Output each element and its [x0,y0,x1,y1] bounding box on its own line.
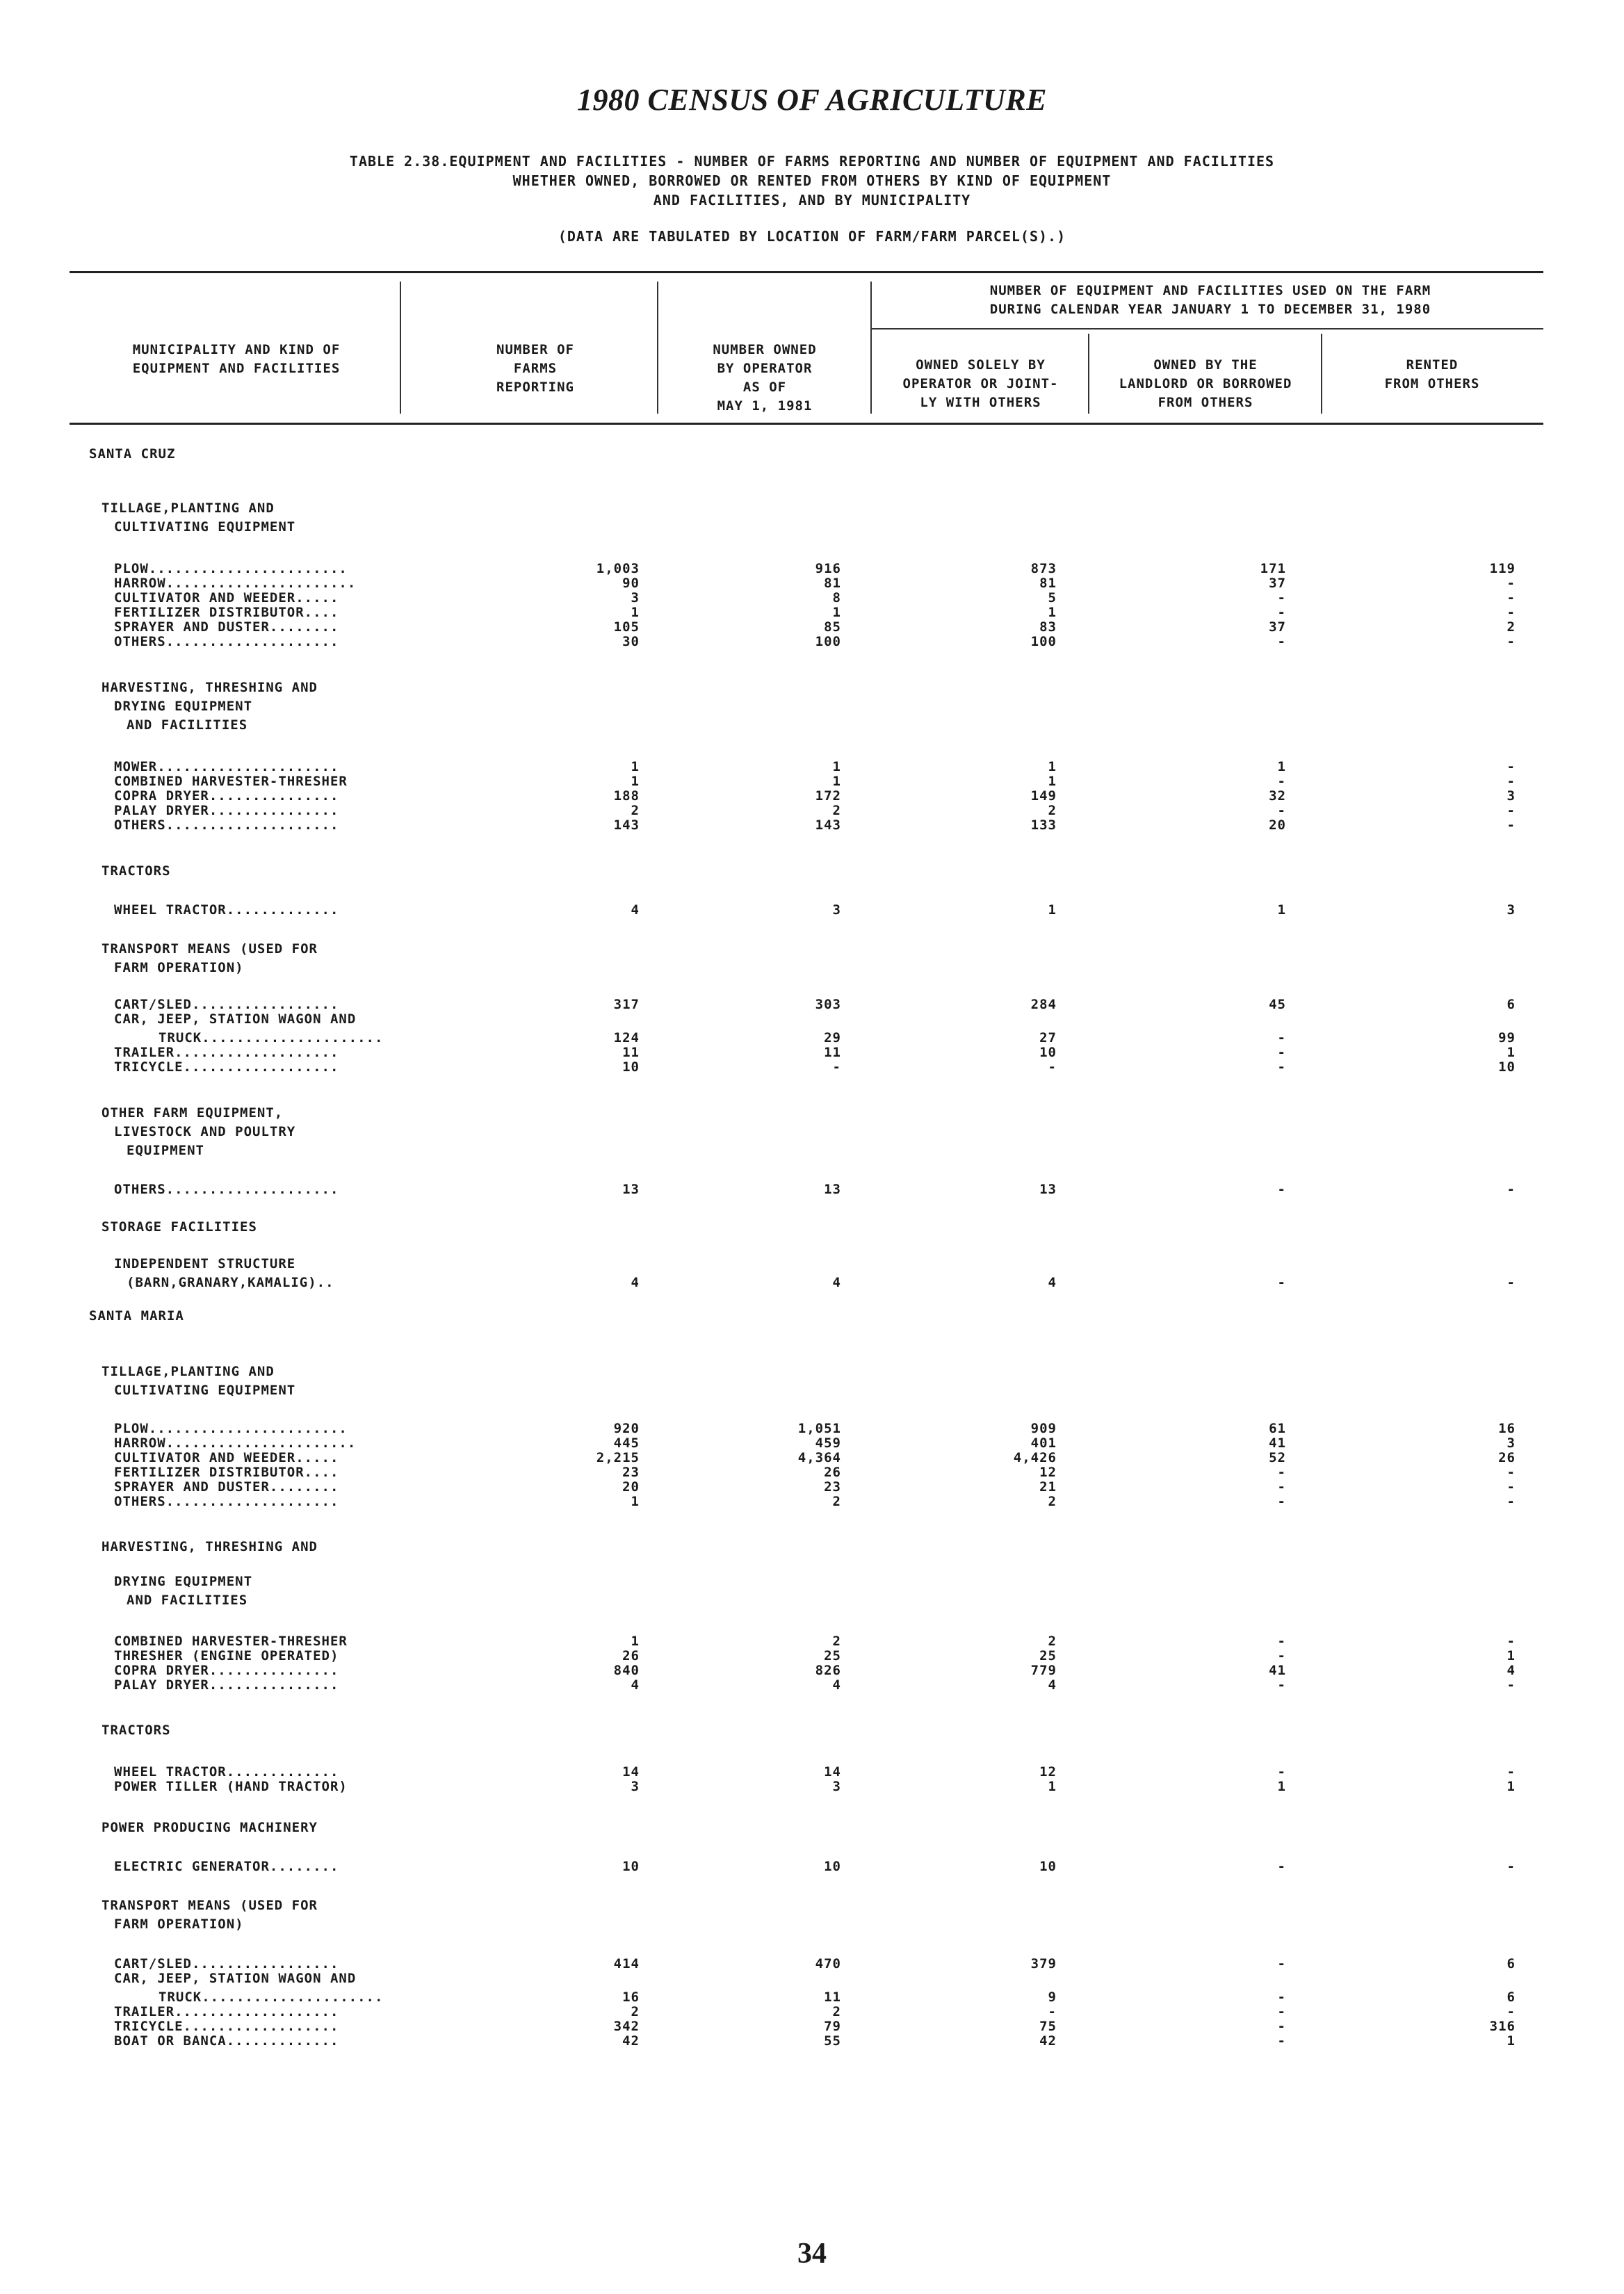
category-heading [0,862,1624,881]
category-heading [0,1591,1624,1610]
row-value: 124 [613,1030,640,1046]
row-value: 3 [1507,788,1516,804]
row-value: 41 [1269,1435,1286,1451]
row-value: 1 [1048,605,1057,620]
row-value: 445 [613,1435,640,1451]
row-value: 1 [1507,1648,1516,1663]
row-label: AND FACILITIES [127,1593,248,1608]
category-heading [0,1123,1624,1141]
row-label: WHEEL TRACTOR............. [114,902,339,918]
row-label: EQUIPMENT [127,1143,204,1158]
row-value: 61 [1269,1421,1286,1436]
row-value: 342 [613,2019,640,2034]
row-value: 4 [832,1677,841,1693]
col-header-rented: RENTED FROM OTHERS [1384,357,1480,391]
row-value: 20 [622,1479,640,1495]
category-heading [0,1969,1624,1988]
category-heading [0,1572,1624,1591]
row-label: OTHERS.................... [114,1494,339,1509]
category-heading [0,1362,1624,1381]
row-value: - [1507,1494,1516,1509]
table-row [0,1857,1624,1876]
category-heading [0,1896,1624,1915]
row-value: 2 [631,803,640,818]
row-value: 1,003 [596,561,640,576]
row-value: 42 [622,2033,640,2049]
row-value: - [1507,1182,1516,1197]
row-value: 52 [1269,1450,1286,1465]
row-value: 316 [1489,2019,1516,2034]
row-value: 4 [832,1275,841,1290]
row-value: - [1507,774,1516,789]
row-value: 10 [1498,1059,1516,1075]
row-value: 11 [824,1045,841,1060]
row-value: 909 [1030,1421,1057,1436]
row-label: STORAGE FACILITIES [102,1219,257,1235]
row-label: TRACTORS [102,1723,171,1738]
row-label: CAR, JEEP, STATION WAGON AND [114,1971,357,1986]
row-value: 916 [815,561,841,576]
row-value: 13 [1039,1182,1057,1197]
row-value: 2,215 [596,1450,640,1465]
row-value: 3 [631,590,640,605]
row-label: FARM OPERATION) [114,1917,244,1932]
row-value: 26 [824,1465,841,1480]
row-value: 1 [832,774,841,789]
row-label: HARROW...................... [114,1435,357,1451]
row-label: TRAILER................... [114,2004,339,2019]
row-value: - [1507,1764,1516,1780]
row-value: 99 [1498,1030,1516,1046]
row-value: 1 [631,1494,640,1509]
row-value: - [1277,1030,1286,1046]
row-value: 779 [1030,1663,1057,1678]
row-label: OTHERS.................... [114,1182,339,1197]
row-value: 133 [1030,817,1057,833]
row-value: - [1048,1059,1057,1075]
row-value: 20 [1269,817,1286,833]
category-heading [0,716,1624,735]
row-value: 143 [613,817,640,833]
row-value: - [1277,1465,1286,1480]
row-value: 3 [832,902,841,918]
row-value: - [1507,576,1516,591]
row-value: 1 [631,774,640,789]
table-row [0,1492,1624,1511]
row-value: 14 [622,1764,640,1780]
row-value: - [1277,1634,1286,1649]
municipality-heading [0,445,1624,464]
row-value: - [1277,1764,1286,1780]
row-value: 171 [1260,561,1286,576]
row-value: 85 [824,619,841,635]
table-row [0,816,1624,835]
row-label: ELECTRIC GENERATOR........ [114,1859,339,1874]
category-heading [0,959,1624,977]
row-label: CULTIVATOR AND WEEDER..... [114,590,339,605]
row-value: 10 [824,1859,841,1874]
row-value: - [1507,803,1516,818]
row-label: TILLAGE,PLANTING AND [102,501,275,516]
row-value: 9 [1048,1990,1057,2005]
row-value: 13 [622,1182,640,1197]
row-value: 4,364 [797,1450,841,1465]
row-value: 1 [1048,902,1057,918]
row-value: 2 [1048,1494,1057,1509]
row-label: PALAY DRYER............... [114,1677,339,1693]
row-label: LIVESTOCK AND POULTRY [114,1124,296,1139]
category-heading [0,499,1624,518]
page-number: 34 [797,2238,827,2270]
row-value: 1 [631,1634,640,1649]
category-heading [0,697,1624,716]
row-value: 143 [815,817,841,833]
row-value: 2 [1507,619,1516,635]
row-value: 6 [1507,1990,1516,2005]
category-heading [0,940,1624,959]
row-value: 75 [1039,2019,1057,2034]
row-label: TRAILER................... [114,1045,339,1060]
row-label: HARVESTING, THRESHING AND [102,680,318,695]
row-value: 873 [1030,561,1057,576]
row-value: 29 [824,1030,841,1046]
row-value: 3 [631,1779,640,1794]
row-value: 105 [613,619,640,635]
row-label: COPRA DRYER............... [114,788,339,804]
row-value: 4 [631,902,640,918]
row-value: - [1277,1045,1286,1060]
row-value: 1 [832,605,841,620]
row-value: 2 [832,2004,841,2019]
row-value: 12 [1039,1465,1057,1480]
row-value: 2 [1048,803,1057,818]
row-label: COMBINED HARVESTER-THRESHER [114,774,348,789]
row-value: 1 [1507,2033,1516,2049]
row-label: CULTIVATING EQUIPMENT [114,1383,296,1398]
row-label: DRYING EQUIPMENT [114,1574,253,1589]
row-label: POWER PRODUCING MACHINERY [102,1820,318,1835]
row-label: AND FACILITIES [127,717,248,733]
row-value: - [1277,1677,1286,1693]
row-value: 401 [1030,1435,1057,1451]
row-value: 4 [631,1275,640,1290]
row-value: 1 [1507,1779,1516,1794]
row-label: COMBINED HARVESTER-THRESHER [114,1634,348,1649]
row-label: TRANSPORT MEANS (USED FOR [102,1898,318,1913]
row-value: 2 [832,1634,841,1649]
row-value: 1 [1048,759,1057,774]
row-label: OTHERS.................... [114,634,339,649]
row-value: 119 [1489,561,1516,576]
row-value: - [1277,1059,1286,1075]
row-value: 3 [1507,902,1516,918]
row-label: SPRAYER AND DUSTER........ [114,1479,339,1495]
row-value: 1 [1277,1779,1286,1794]
row-value: 1 [631,759,640,774]
table-row [0,1778,1624,1796]
row-label: CULTIVATING EQUIPMENT [114,519,296,535]
row-value: - [1507,1479,1516,1495]
row-value: 90 [622,576,640,591]
row-value: - [1507,634,1516,649]
row-label: SPRAYER AND DUSTER........ [114,619,339,635]
row-value: 16 [1498,1421,1516,1436]
category-heading [0,1721,1624,1740]
row-label: TRACTORS [102,863,171,879]
municipality-heading [0,1307,1624,1326]
row-value: - [832,1059,841,1075]
row-label: HARROW...................... [114,576,357,591]
row-value: 81 [824,576,841,591]
row-value: 10 [622,1859,640,1874]
row-value: - [1277,605,1286,620]
row-value: - [1277,2019,1286,2034]
row-value: 1 [1048,1779,1057,1794]
row-value: 3 [1507,1435,1516,1451]
row-value: - [1048,2004,1057,2019]
row-value: 317 [613,997,640,1012]
row-value: 3 [832,1779,841,1794]
row-value: 55 [824,2033,841,2049]
col-header-owned-by-operator: NUMBER OWNED BY OPERATOR AS OF MAY 1, 1981 [713,342,817,414]
row-value: - [1277,1956,1286,1971]
row-value: 840 [613,1663,640,1678]
row-label: PLOW....................... [114,561,348,576]
row-value: - [1277,803,1286,818]
col-header-owned-solely: OWNED SOLELY BY OPERATOR OR JOINT- LY WITH OTHERS [902,357,1059,410]
row-value: - [1277,1859,1286,1874]
row-value: 11 [824,1990,841,2005]
row-label: SANTA MARIA [89,1308,184,1324]
category-heading [0,1915,1624,1934]
row-value: 920 [613,1421,640,1436]
table-note: (DATA ARE TABULATED BY LOCATION OF FARM/FARM PARCEL(S).) [558,228,1066,245]
row-value: 81 [1039,576,1057,591]
row-value: 45 [1269,997,1286,1012]
row-value: 4 [1048,1275,1057,1290]
row-value: - [1507,1677,1516,1693]
row-value: - [1277,774,1286,789]
row-label: PALAY DRYER............... [114,803,339,818]
row-value: - [1507,590,1516,605]
row-value: 1 [832,759,841,774]
row-value: 470 [815,1956,841,1971]
row-value: 10 [622,1059,640,1075]
row-value: 2 [832,803,841,818]
row-label: HARVESTING, THRESHING AND [102,1539,318,1554]
row-value: 37 [1269,619,1286,635]
row-value: 26 [1498,1450,1516,1465]
row-label: TILLAGE,PLANTING AND [102,1364,275,1379]
row-value: 459 [815,1435,841,1451]
table-row [0,1274,1624,1292]
category-heading [0,1010,1624,1029]
row-value: 1 [1048,774,1057,789]
row-value: - [1277,1494,1286,1509]
row-value: 303 [815,997,841,1012]
row-label: FARM OPERATION) [114,960,244,975]
row-label: POWER TILLER (HAND TRACTOR) [114,1779,348,1794]
row-label: CAR, JEEP, STATION WAGON AND [114,1011,357,1027]
row-value: 79 [824,2019,841,2034]
row-value: 414 [613,1956,640,1971]
row-value: - [1277,1275,1286,1290]
table-row [0,1180,1624,1199]
row-value: - [1507,1275,1516,1290]
row-value: 10 [1039,1859,1057,1874]
row-value: 11 [622,1045,640,1060]
row-value: - [1507,605,1516,620]
category-heading [0,1538,1624,1556]
row-value: 1 [1507,1045,1516,1060]
row-label: CART/SLED................. [114,1956,339,1971]
row-label: TRANSPORT MEANS (USED FOR [102,941,318,957]
table-row [0,1058,1624,1077]
row-value: 10 [1039,1045,1057,1060]
table-row [0,2032,1624,2051]
row-value: 100 [1030,634,1057,649]
row-value: 1 [1277,902,1286,918]
row-value: 1 [631,605,640,620]
row-value: 2 [631,2004,640,2019]
row-value: 42 [1039,2033,1057,2049]
row-value: 83 [1039,619,1057,635]
row-value: - [1277,1479,1286,1495]
row-value: - [1277,2033,1286,2049]
row-value: 8 [832,590,841,605]
row-value: - [1277,1182,1286,1197]
row-value: 30 [622,634,640,649]
category-heading [0,1141,1624,1160]
row-value: 23 [622,1465,640,1480]
category-heading [0,1381,1624,1400]
row-value: 2 [832,1494,841,1509]
row-value: - [1507,1859,1516,1874]
row-value: - [1507,1465,1516,1480]
row-value: - [1277,634,1286,649]
row-label: CART/SLED................. [114,997,339,1012]
table-caption: TABLE 2.38.EQUIPMENT AND FACILITIES - NUMBER OF FARMS REPORTING AND NUMBER OF EQUIPMENT AND FACILITIES WHETHER OWNED, BORROWED OR RENTED FROM OTHERS BY KIND OF EQUIPMENT AND FACILITIES, AND BY MUNICIPALITY [349,153,1275,209]
row-value: - [1507,2004,1516,2019]
row-value: - [1277,1648,1286,1663]
row-label: FERTILIZER DISTRIBUTOR.... [114,605,339,620]
category-heading [0,1104,1624,1123]
row-label: (BARN,GRANARY,KAMALIG).. [127,1275,334,1290]
row-label: TRUCK..................... [159,1990,384,2005]
row-label: OTHER FARM EQUIPMENT, [102,1105,284,1121]
row-value: 25 [1039,1648,1057,1663]
col-header-farms-reporting: NUMBER OF FARMS REPORTING [496,342,574,395]
page-title: 1980 CENSUS OF AGRICULTURE [576,83,1048,117]
row-label: TRICYCLE.................. [114,2019,339,2034]
col-header-municipality: MUNICIPALITY AND KIND OF EQUIPMENT AND FACILITIES [132,342,341,376]
row-value: 4 [631,1677,640,1693]
row-value: 100 [815,634,841,649]
col-header-owned-by-landlord: OWNED BY THE LANDLORD OR BORROWED FROM OTHERS [1119,357,1292,410]
row-value: 149 [1030,788,1057,804]
category-heading [0,518,1624,537]
row-value: - [1507,759,1516,774]
row-label: CULTIVATOR AND WEEDER..... [114,1450,339,1465]
row-value: - [1507,817,1516,833]
row-value: 21 [1039,1479,1057,1495]
row-label: PLOW....................... [114,1421,348,1436]
category-heading [0,678,1624,697]
row-label: DRYING EQUIPMENT [114,699,253,714]
col-header-used-group: NUMBER OF EQUIPMENT AND FACILITIES USED ON THE FARM DURING CALENDAR YEAR JANUARY 1 TO DECEMBER 31, 1980 [989,283,1431,317]
row-value: 284 [1030,997,1057,1012]
row-label: BOAT OR BANCA............. [114,2033,339,2049]
row-label: OTHERS.................... [114,817,339,833]
row-value: 4 [1507,1663,1516,1678]
row-value: 27 [1039,1030,1057,1046]
category-heading [0,1255,1624,1274]
row-value: - [1277,590,1286,605]
row-value: 32 [1269,788,1286,804]
row-value: 172 [815,788,841,804]
row-value: 12 [1039,1764,1057,1780]
row-value: 16 [622,1990,640,2005]
table-row [0,901,1624,920]
row-value: 25 [824,1648,841,1663]
row-value: 23 [824,1479,841,1495]
table-row [0,633,1624,651]
row-label: WHEEL TRACTOR............. [114,1764,339,1780]
row-label: FERTILIZER DISTRIBUTOR.... [114,1465,339,1480]
row-value: 1,051 [797,1421,841,1436]
row-label: TRUCK..................... [159,1030,384,1046]
row-value: 41 [1269,1663,1286,1678]
row-value: 13 [824,1182,841,1197]
row-label: INDEPENDENT STRUCTURE [114,1256,296,1271]
row-value: - [1277,2004,1286,2019]
row-value: 26 [622,1648,640,1663]
row-label: TRICYCLE.................. [114,1059,339,1075]
row-value: 1 [1277,759,1286,774]
row-value: 4,426 [1013,1450,1057,1465]
row-value: 6 [1507,997,1516,1012]
row-label: SANTA CRUZ [89,446,176,462]
row-value: - [1277,1990,1286,2005]
table-row [0,1676,1624,1695]
row-value: 6 [1507,1956,1516,1971]
row-value: 2 [1048,1634,1057,1649]
row-label: COPRA DRYER............... [114,1663,339,1678]
category-heading [0,1819,1624,1837]
row-value: 37 [1269,576,1286,591]
row-value: 14 [824,1764,841,1780]
row-value: - [1507,1634,1516,1649]
row-label: THRESHER (ENGINE OPERATED) [114,1648,339,1663]
row-value: 826 [815,1663,841,1678]
row-value: 379 [1030,1956,1057,1971]
row-label: MOWER..................... [114,759,339,774]
row-value: 4 [1048,1677,1057,1693]
row-value: 5 [1048,590,1057,605]
category-heading [0,1218,1624,1237]
row-value: 188 [613,788,640,804]
